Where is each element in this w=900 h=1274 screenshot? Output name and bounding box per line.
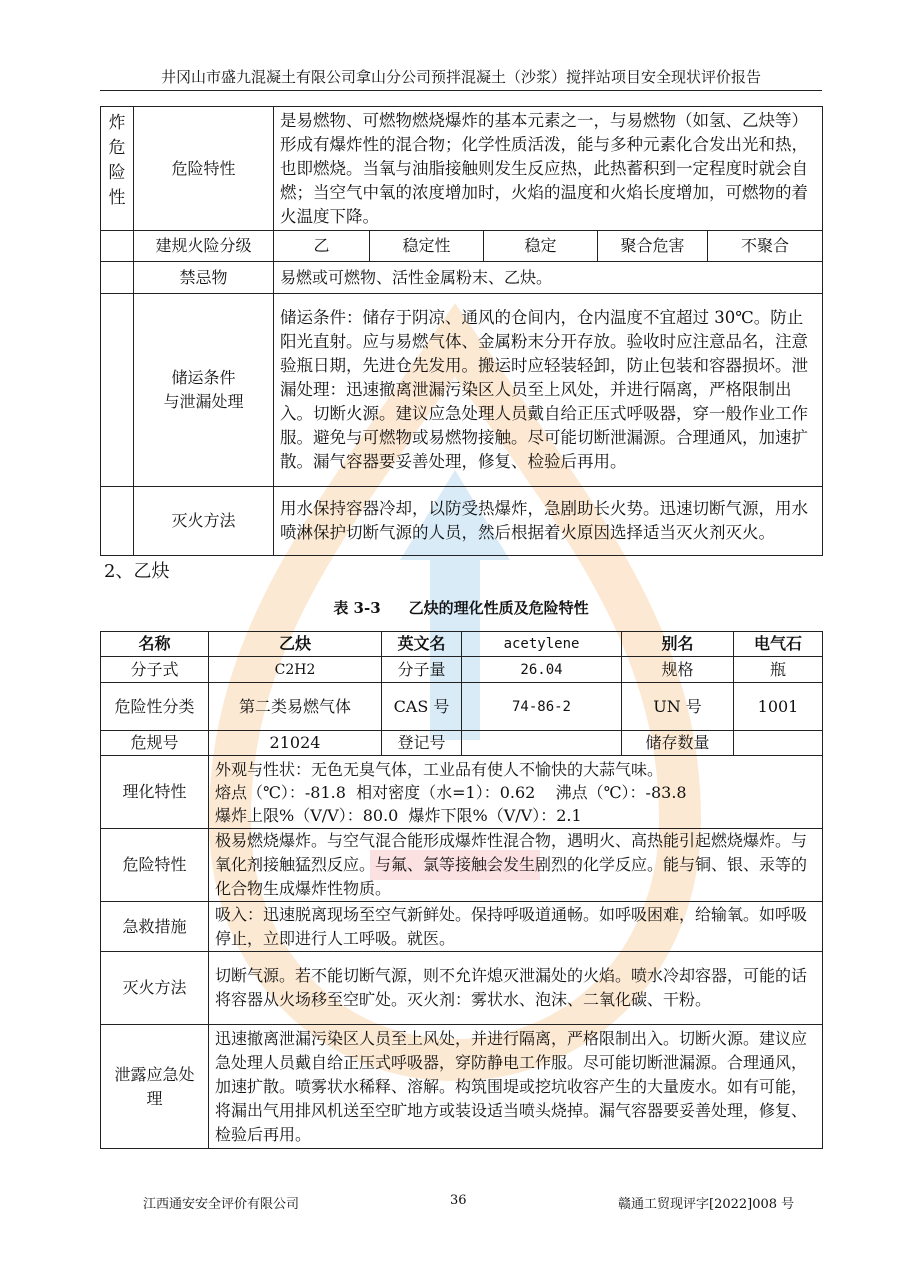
category-cell-cont	[101, 231, 134, 262]
phys-line-2: 熔点（℃）：-81.8 相对密度（水=1）：0.62 沸点（℃）：-83.8	[215, 782, 687, 802]
name-value: 乙炔	[209, 632, 382, 657]
phys-line-1: 外观与性状：无色无臭气体，工业品有使人不愉快的大蒜气味。	[215, 759, 664, 779]
first-aid-label: 急救措施	[101, 902, 209, 952]
hazard-class-label: 危险性分类	[101, 683, 209, 731]
phys-label: 理化特性	[101, 756, 209, 829]
mw-label: 分子量	[382, 657, 462, 683]
fire-method-text: 用水保持容器冷却，以防受热爆炸，急剧助长火势。迅速切断气源，用水喷淋保护切断气源的人员，然后根据着火原因选择适当灭火剂灭火。	[274, 487, 823, 556]
reg-no-value: 21024	[209, 731, 382, 756]
fire-method-label: 灭火方法	[101, 952, 209, 1025]
hazard-text: 极易燃烧爆炸。与空气混合能形成爆炸性混合物，遇明火、高热能引起燃烧爆炸。与氧化剂接触猛烈反应。与氟、氯等接触会发生剧烈的化学反应。能与铜、银、汞等的化合物生成爆炸性物质。	[209, 829, 823, 902]
hazard-text: 是易燃物、可燃物燃烧爆炸的基本元素之一，与易燃物（如氢、乙炔等）形成有爆炸性的混合物；化学性质活泼，能与多种元素化合发出光和热，也即燃烧。当氧与油脂接触则发生反应热，此热蓄积到一定程度时就会自燃；当空气中氧的浓度增加时，火焰的温度和火焰长度增加，可燃物的着火温度下降。	[274, 107, 823, 231]
header-divider	[100, 90, 822, 91]
fire-class-value: 乙	[274, 231, 370, 262]
un-label: UN 号	[622, 683, 734, 731]
cas-value: 74-86-2	[462, 683, 622, 731]
page-header: 井冈山市盛九混凝土有限公司拿山分公司预拌混凝土（沙浆）搅拌站项目安全现状评价报告	[160, 68, 761, 86]
stability-label: 稳定性	[370, 231, 484, 262]
footer-doc-number: 赣通工贸现评字[2022]008 号	[618, 1197, 795, 1212]
category-cell-cont	[101, 294, 134, 487]
hazard-label: 危险特性	[134, 107, 274, 231]
storage-text: 储运条件：储存于阴凉、通风的仓间内，仓内温度不宜超过 30℃。防止阳光直射。应与易燃气体、金属粉末分开存放。验收时应注意品名，注意验瓶日期，先进仓先发用。搬运时应轻装轻卸，防止包装和容器损坏。泄漏处理：迅速撤离泄漏污染区人员至上风处，并进行隔离，严格限制出入。切断火源。建议应急处理人员戴自给正压式呼吸器，穿一般作业工作服。避免与可燃物或易燃物接触。尽可能切断泄漏源。合理通风，加速扩散。漏气容器要妥善处理，修复、检验后再用。	[274, 294, 823, 487]
category-label: 炸危险性	[108, 113, 126, 208]
footer-company: 江西通安安全评价有限公司	[143, 1197, 300, 1212]
mw-value: 26.04	[462, 657, 622, 683]
spec-value: 瓶	[734, 657, 823, 683]
table-caption-title: 乙炔的理化性质及危险特性	[408, 599, 589, 617]
fire-class-label: 建规火险分级	[134, 231, 274, 262]
fire-method-text: 切断气源。若不能切断气源，则不允许熄灭泄漏处的火焰。喷水冷却容器，可能的话将容器从火场移至空旷处。灭火剂：雾状水、泡沫、二氧化碳、干粉。	[209, 952, 823, 1025]
en-name-value: acetylene	[462, 632, 622, 657]
acetylene-table	[100, 631, 823, 1149]
section-heading: 2、乙炔	[104, 561, 170, 582]
category-cell-cont	[101, 262, 134, 294]
formula-text: C2H2	[274, 662, 316, 678]
first-aid-text: 吸入：迅速脱离现场至空气新鲜处。保持呼吸道通畅。如呼吸困难，给输氧。如呼吸停止，立即进行人工呼吸。就医。	[209, 902, 823, 952]
stability-value: 稳定	[484, 231, 598, 262]
leak-label: 泄露应急处理	[101, 1025, 209, 1149]
taboo-label: 禁忌物	[134, 262, 274, 294]
register-label: 登记号	[382, 731, 462, 756]
phys-text	[209, 756, 823, 829]
category-cell-cont	[101, 487, 134, 556]
hazard-class-value: 第二类易燃气体	[209, 683, 382, 731]
formula-value	[209, 657, 382, 683]
en-name-label: 英文名	[382, 632, 462, 657]
footer-page-number: 36	[450, 1193, 467, 1208]
reg-no-label: 危规号	[101, 731, 209, 756]
taboo-text: 易燃或可燃物、活性金属粉末、乙炔。	[274, 262, 823, 294]
storage-label	[134, 294, 274, 487]
un-value: 1001	[734, 683, 823, 731]
polymer-label: 聚合危害	[598, 231, 708, 262]
storage-label-line2: 与泄漏处理	[163, 392, 244, 411]
table-caption	[100, 597, 822, 618]
formula-label: 分子式	[101, 657, 209, 683]
fire-method-label: 灭火方法	[134, 487, 274, 556]
cas-label: CAS 号	[382, 683, 462, 731]
category-cell	[101, 107, 134, 231]
register-value	[462, 731, 622, 756]
hazard-label: 危险特性	[101, 829, 209, 902]
oxygen-hazard-table	[100, 106, 823, 556]
alias-label: 别名	[622, 632, 734, 657]
storage-label-line1: 储运条件	[171, 368, 236, 387]
phys-line-3: 爆炸上限%（V/V）：80.0 爆炸下限%（V/V）：2.1	[215, 805, 582, 825]
polymer-value: 不聚合	[708, 231, 823, 262]
table-caption-number: 表 3-3	[333, 599, 381, 617]
storage-qty-value	[734, 731, 823, 756]
leak-text: 迅速撤离泄漏污染区人员至上风处，并进行隔离，严格限制出入。切断火源。建议应急处理人员戴自给正压式呼吸器，穿防静电工作服。尽可能切断泄漏源。合理通风，加速扩散。喷雾状水稀释、溶解。构筑围堤或挖坑收容产生的大量废水。如有可能，将漏出气用排风机送至空旷地方或装设适当喷头烧掉。漏气容器要妥善处理，修复、检验后再用。	[209, 1025, 823, 1149]
alias-value: 电气石	[734, 632, 823, 657]
storage-qty-label: 储存数量	[622, 731, 734, 756]
name-label: 名称	[101, 632, 209, 657]
spec-label: 规格	[622, 657, 734, 683]
